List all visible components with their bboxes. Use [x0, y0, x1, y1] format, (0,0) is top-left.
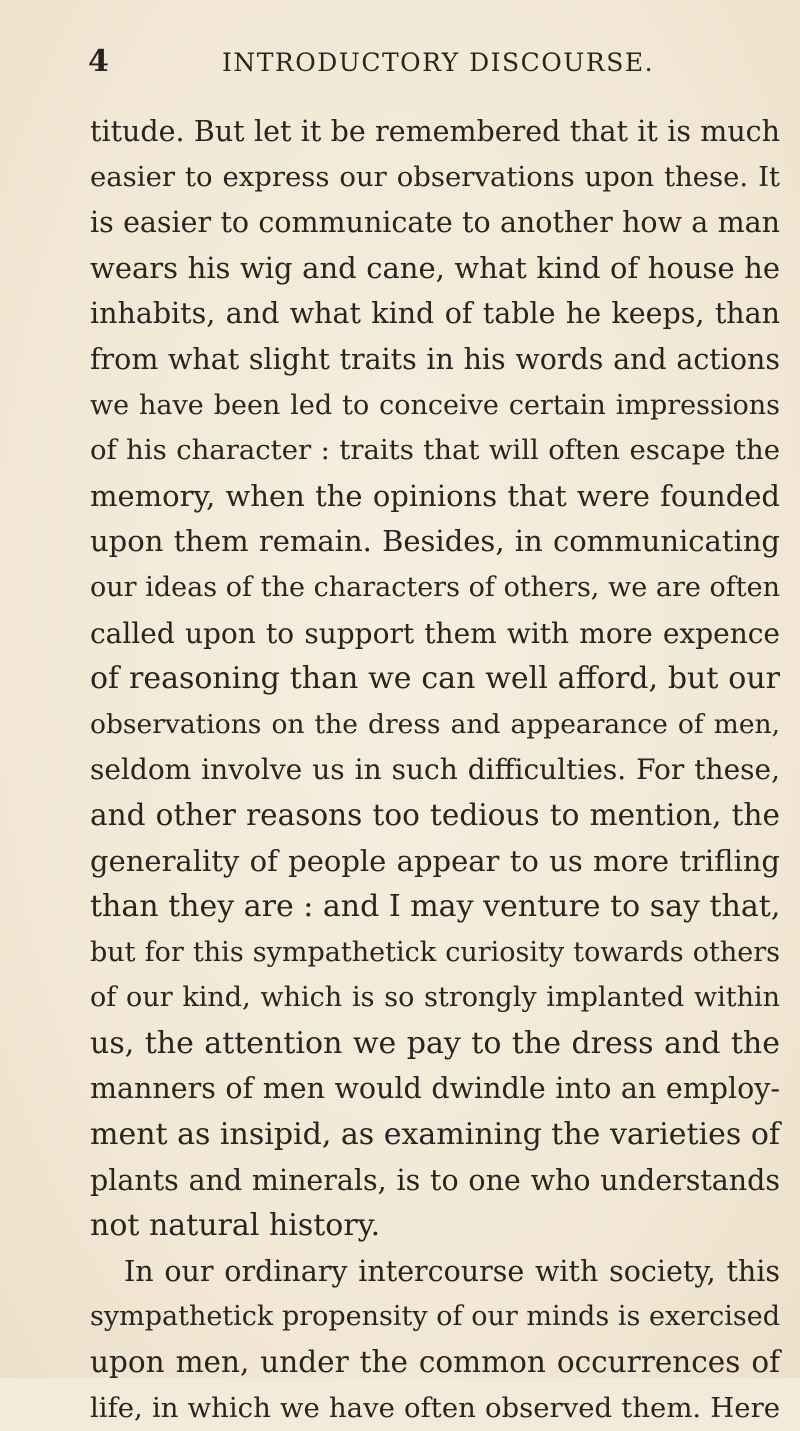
text-line: than they are : and I may venture to say that, — [90, 889, 781, 925]
text-line: of his character : traits that will often escape the — [90, 434, 780, 467]
text-line: easier to express our observations upon these. It — [90, 160, 780, 193]
paragraph-end-line: not natural history. — [90, 1208, 381, 1244]
text-line: is easier to communicate to another how a man — [90, 206, 780, 240]
text-line: upon them remain. Besides, in communicating — [90, 524, 780, 559]
text-line: and other reasons too tedious to mention, the — [90, 797, 780, 832]
page-header — [88, 44, 778, 84]
text-line: sympathetick propensity of our minds is exercised — [90, 1301, 780, 1333]
text-line: ment as insipid, as examining the varieties of — [90, 1117, 780, 1153]
paragraph-start-line: In our ordinary intercourse with society, this — [124, 1254, 780, 1288]
text-line: our ideas of the characters of others, we are often — [90, 571, 780, 603]
running-head: INTRODUCTORY DISCOURSE. — [221, 48, 655, 77]
text-line: but for this sympathetick curiosity towards others — [90, 936, 780, 968]
text-line: inhabits, and what kind of table he keeps, than — [90, 297, 780, 331]
text-line: plants and minerals, is to one who understands — [90, 1163, 780, 1197]
text-line: from what slight traits in his words and actions — [90, 342, 780, 376]
text-line: us, the attention we pay to the dress and the — [90, 1025, 780, 1061]
text-line: wears his wig and cane, what kind of house he — [90, 250, 780, 285]
text-line: called upon to support them with more expence — [90, 616, 780, 650]
text-line: seldom involve us in such difficulties. For these, — [90, 753, 780, 787]
text-line: observations on the dress and appearance of men, — [90, 708, 780, 740]
text-line: of our kind, which is so strongly implanted within — [90, 982, 780, 1014]
text-line: of reasoning than we can well afford, but our — [90, 661, 780, 697]
text-line: memory, when the opinions that were founded — [90, 478, 780, 513]
text-line: generality of people appear to us more trifling — [90, 843, 780, 878]
body-text — [90, 109, 780, 1431]
text-line: titude. But let it be remembered that it is much — [90, 115, 780, 148]
text-line: upon men, under the common occurrences of — [90, 1345, 780, 1380]
text-line: manners of men would dwindle into an employ- — [90, 1072, 780, 1106]
text-line: life, in which we have often observed them. Here — [90, 1391, 780, 1424]
page-number: 4 — [88, 44, 109, 79]
text-line: we have been led to conceive certain impressions — [90, 389, 780, 421]
